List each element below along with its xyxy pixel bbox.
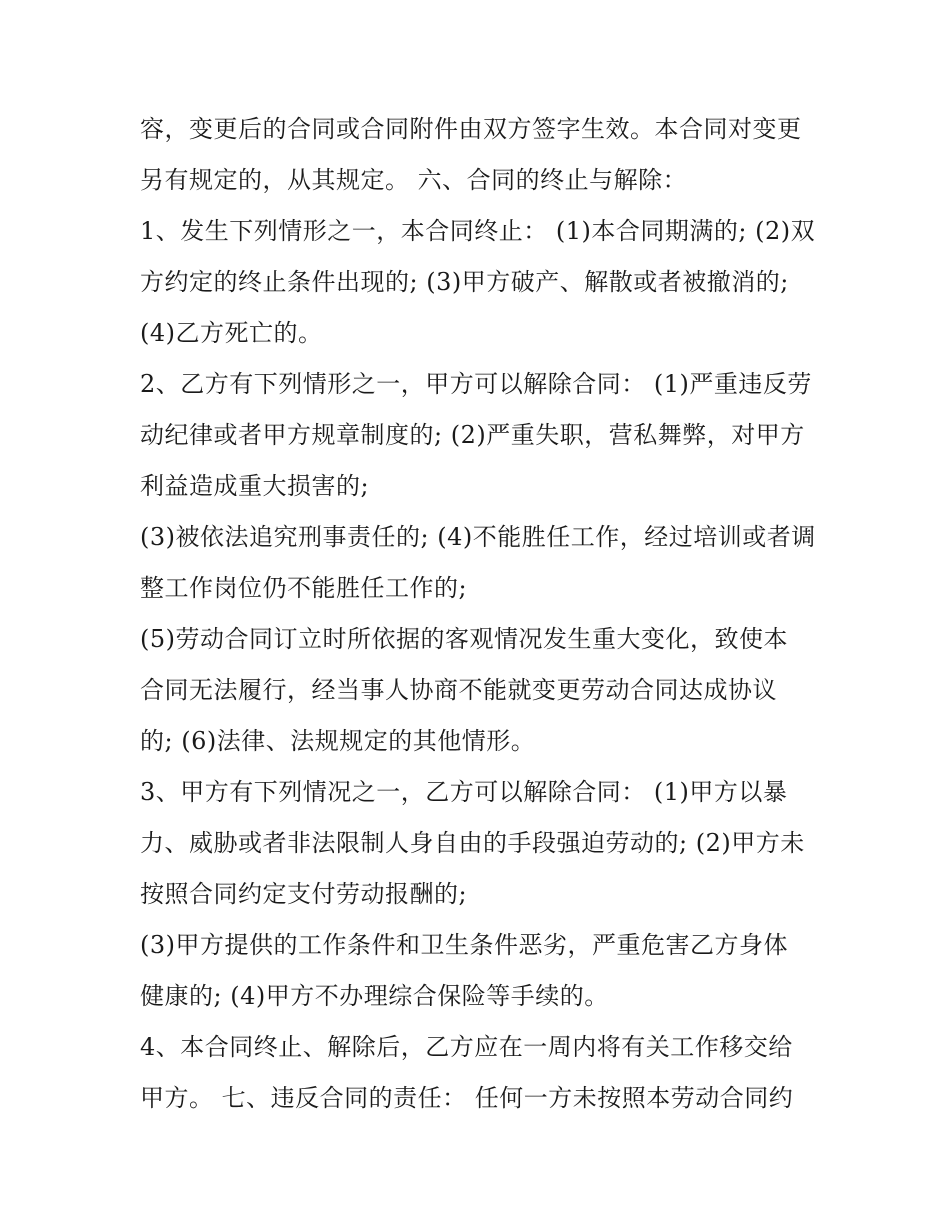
text-line: 按照合同约定支付劳动报酬的; (140, 880, 468, 908)
text-line: 动纪律或者甲方规章制度的; (2)严重失职，营私舞弊，对甲方 (140, 421, 805, 449)
text-line: 3、甲方有下列情况之一，乙方可以解除合同： (1)甲方以暴 (140, 778, 788, 806)
text-line: (3)甲方提供的工作条件和卫生条件恶劣，严重危害乙方身体 (140, 931, 788, 959)
text-line: 2、乙方有下列情形之一，甲方可以解除合同： (1)严重违反劳 (140, 370, 812, 398)
text-line: 1、发生下列情形之一，本合同终止： (1)本合同期满的; (2)双 (140, 217, 816, 245)
text-line: 另有规定的，从其规定。 六、合同的终止与解除： (140, 166, 688, 194)
text-line: (3)被依法追究刑事责任的; (4)不能胜任工作，经过培训或者调 (140, 523, 816, 551)
text-line: 甲方。 七、违反合同的责任： 任何一方未按照本劳动合同约 (140, 1084, 794, 1112)
text-line: 整工作岗位仍不能胜任工作的; (140, 574, 468, 602)
text-line: 利益造成重大损害的; (140, 472, 370, 500)
text-line: 方约定的终止条件出现的; (3)甲方破产、解散或者被撤消的; (140, 268, 789, 296)
text-line: 力、威胁或者非法限制人身自由的手段强迫劳动的; (2)甲方未 (140, 829, 805, 857)
document-body (140, 104, 820, 1124)
text-line: 的; (6)法律、法规规定的其他情形。 (140, 727, 536, 755)
text-line: 健康的; (4)甲方不办理综合保险等手续的。 (140, 982, 609, 1010)
text-line: (4)乙方死亡的。 (140, 319, 323, 347)
text-line: 容，变更后的合同或合同附件由双方签字生效。本合同对变更 (140, 115, 802, 143)
text-line: 合同无法履行，经当事人协商不能就变更劳动合同达成协议 (140, 676, 777, 704)
text-line: (5)劳动合同订立时所依据的客观情况发生重大变化，致使本 (140, 625, 788, 653)
text-line: 4、本合同终止、解除后，乙方应在一周内将有关工作移交给 (140, 1033, 793, 1061)
